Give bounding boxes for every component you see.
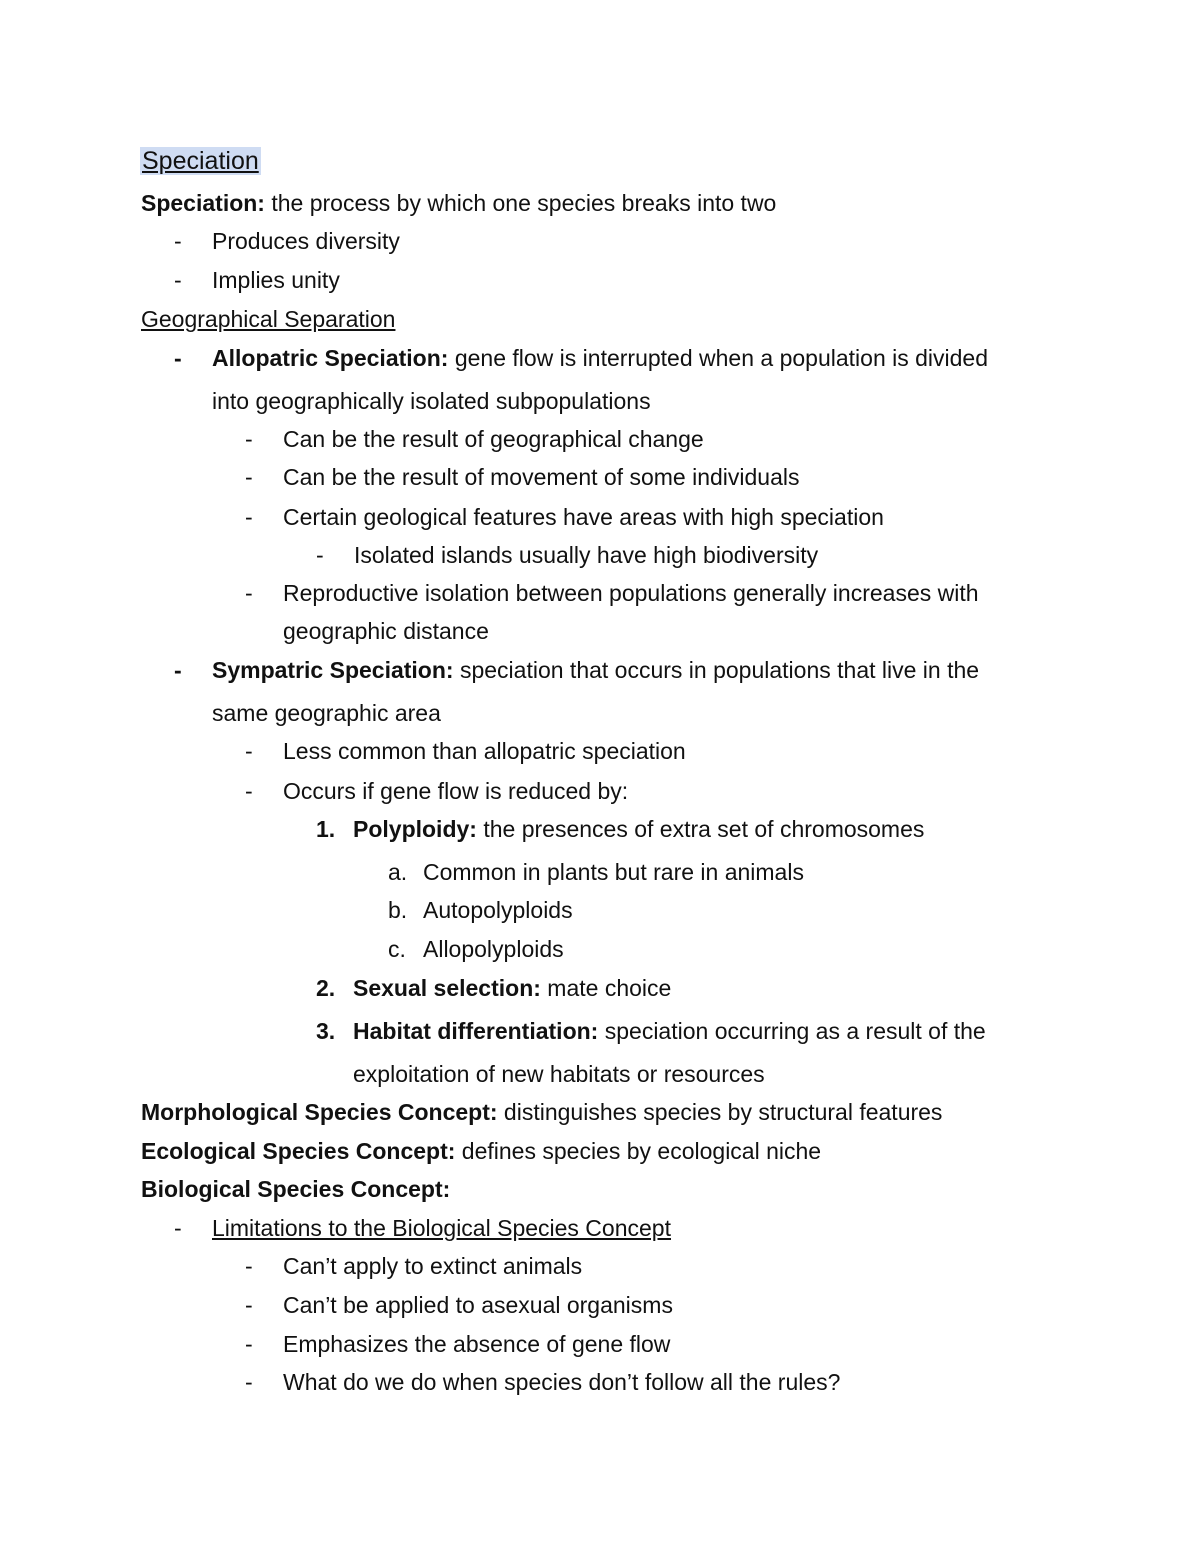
- dash-bullet: -: [316, 542, 324, 568]
- dash-bullet: -: [245, 1369, 253, 1395]
- allopatric-definition: [212, 343, 988, 373]
- limitation-bullet: Can’t be applied to asexual organisms: [283, 1292, 673, 1318]
- list-letter: b.: [388, 897, 408, 923]
- numbered-item-sexual-selection: [353, 973, 671, 1003]
- sympatric-term: Sympatric Speciation:: [212, 657, 454, 683]
- allopatric-sub-bullet: Isolated islands usually have high biodiversity: [354, 542, 819, 568]
- dash-bullet: -: [245, 426, 253, 452]
- concept-term: Ecological Species Concept:: [141, 1138, 456, 1164]
- numbered-text: mate choice: [540, 975, 672, 1001]
- numbered-term: Habitat differentiation:: [353, 1018, 599, 1044]
- sympatric-text-continued: same geographic area: [212, 700, 441, 726]
- limitation-bullet: Emphasizes the absence of gene flow: [283, 1331, 671, 1357]
- limitations-heading: Limitations to the Biological Species Concept: [212, 1215, 671, 1241]
- sympatric-definition: [212, 655, 979, 685]
- numbered-item-continued: exploitation of new habitats or resources: [353, 1061, 765, 1087]
- intro-bullet: Implies unity: [212, 267, 340, 293]
- document-title-line: [140, 146, 261, 176]
- concept-term: Morphological Species Concept:: [141, 1099, 498, 1125]
- allopatric-text-continued: into geographically isolated subpopulations: [212, 388, 651, 414]
- numbered-text: the presences of extra set of chromosomes: [476, 816, 925, 842]
- list-number: 2.: [316, 975, 336, 1001]
- concept-text: distinguishes species by structural features: [497, 1099, 943, 1125]
- numbered-text: speciation occurring as a result of the: [598, 1018, 986, 1044]
- dash-bullet: -: [174, 228, 182, 254]
- concept-morphological: [141, 1097, 942, 1127]
- intro-definition: [141, 188, 776, 218]
- list-number: 1.: [316, 816, 336, 842]
- allopatric-bullet: Can be the result of movement of some individuals: [283, 464, 800, 490]
- numbered-item-polyploidy: [353, 814, 924, 844]
- allopatric-term: Allopatric Speciation:: [212, 345, 449, 371]
- intro-bullet: Produces diversity: [212, 228, 400, 254]
- list-letter: c.: [388, 936, 406, 962]
- list-number: 3.: [316, 1018, 336, 1044]
- concept-term: Biological Species Concept:: [141, 1176, 451, 1202]
- concept-text: defines species by ecological niche: [455, 1138, 822, 1164]
- document-title: Speciation: [142, 147, 259, 175]
- geo-heading: Geographical Separation: [141, 306, 396, 332]
- concept-biological: [141, 1174, 450, 1204]
- numbered-item-habitat-differentiation: [353, 1016, 986, 1046]
- allopatric-bullet: Reproductive isolation between populations generally increases with: [283, 580, 979, 606]
- lettered-item: Autopolyploids: [423, 897, 573, 923]
- intro-text: the process by which one species breaks into two: [264, 190, 777, 216]
- allopatric-text: gene flow is interrupted when a population is divided: [448, 345, 989, 371]
- dash-bullet: -: [245, 1253, 253, 1279]
- dash-bullet: -: [245, 580, 253, 606]
- dash-bullet: -: [174, 657, 182, 683]
- limitation-bullet: Can’t apply to extinct animals: [283, 1253, 583, 1279]
- dash-bullet: -: [245, 1331, 253, 1357]
- lettered-item: Allopolyploids: [423, 936, 564, 962]
- sympatric-text: speciation that occurs in populations that live in the: [453, 657, 980, 683]
- sympatric-bullet: Less common than allopatric speciation: [283, 738, 686, 764]
- lettered-item: Common in plants but rare in animals: [423, 859, 804, 885]
- dash-bullet: -: [174, 267, 182, 293]
- dash-bullet: -: [245, 1292, 253, 1318]
- concept-ecological: [141, 1136, 821, 1166]
- allopatric-bullet: Certain geological features have areas with high speciation: [283, 504, 884, 530]
- limitation-bullet: What do we do when species don’t follow all the rules?: [283, 1369, 841, 1395]
- allopatric-bullet: Can be the result of geographical change: [283, 426, 704, 452]
- numbered-term: Sexual selection:: [353, 975, 541, 1001]
- dash-bullet: -: [245, 738, 253, 764]
- numbered-term: Polyploidy:: [353, 816, 477, 842]
- sympatric-bullet: Occurs if gene flow is reduced by:: [283, 778, 629, 804]
- dash-bullet: -: [245, 504, 253, 530]
- list-letter: a.: [388, 859, 408, 885]
- dash-bullet: -: [174, 345, 182, 371]
- intro-term: Speciation:: [141, 190, 265, 216]
- dash-bullet: -: [245, 464, 253, 490]
- allopatric-bullet-continued: geographic distance: [283, 618, 489, 644]
- dash-bullet: -: [245, 778, 253, 804]
- dash-bullet: -: [174, 1215, 182, 1241]
